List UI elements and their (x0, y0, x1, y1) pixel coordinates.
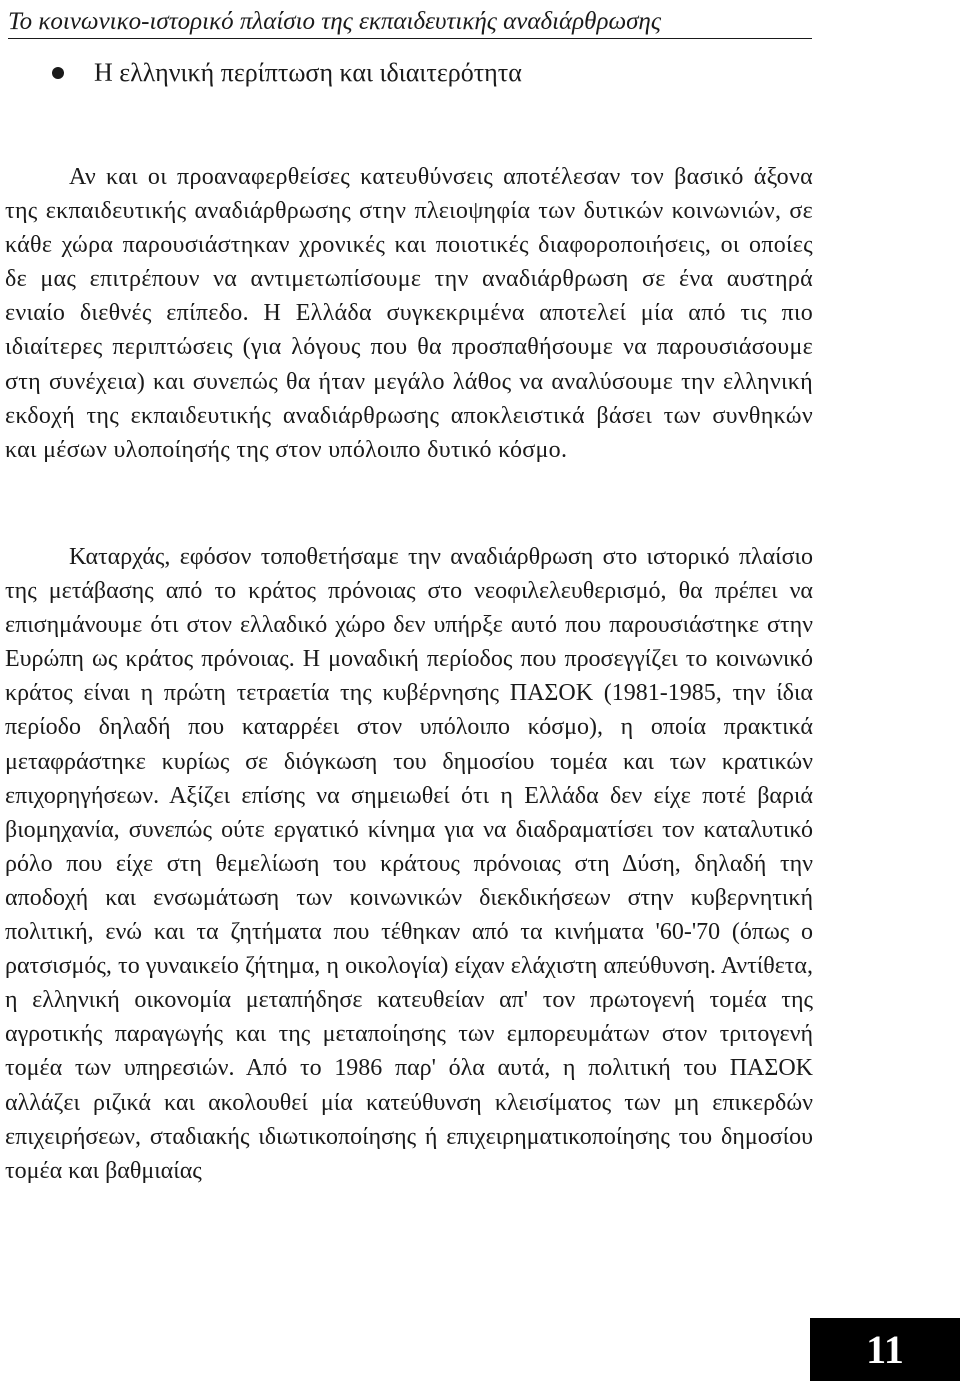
body-paragraph-1: Αν και οι προαναφερθείσες κατευθύνσεις αποτέλεσαν τον βασικό άξονα της εκπαιδευτικής αναδιάρθρωσης στην πλειοψηφία των δυτικών κοινωνιών, σε κάθε χώρα παρουσιάστηκαν χρονικές και ποιοτικές διαφοροποιήσεις, οι οποίες δε μας επιτρέπουν να αντιμετωπίσουμε την αναδιάρθρωση σε ένα αυστηρά ενιαίο διεθνές επίπεδο. Η Ελλάδα συγκεκριμένα αποτελεί μία από τις πιο ιδιαίτερες περιπτώσεις (για λόγους που θα προσπαθήσουμε να παρουσιάσουμε στη συνέχεια) και συνεπώς θα ήταν μεγάλο λάθος να αναλύσουμε την ελληνική εκδοχή της εκπαιδευτικής αναδιάρθρωσης αποκλειστικά βάσει των συνθηκών και μέσων υλοποίησής της στον υπόλοιπο δυτικό κόσμο. (5, 164, 813, 463)
page-number: 11 (810, 1318, 960, 1381)
section-heading-text: Η ελληνική περίπτωση και ιδιαιτερότητα (94, 58, 522, 87)
bullet-icon (52, 67, 64, 79)
running-header-title: Το κοινωνικο-ιστορικό πλαίσιο της εκπαιδευτικής αναδιάρθρωσης (8, 6, 812, 39)
body-paragraph-2: Καταρχάς, εφόσον τοποθετήσαμε την αναδιάρθρωση στο ιστορικό πλαίσιο της μετάβασης από το κράτος πρόνοιας στο νεοφιλελευθερισμό, θα πρέπει να επισημάνουμε ότι στον ελλαδικό χώρο δεν υπήρξε αυτό που παρουσιάστηκε στην Ευρώπη ως κράτος πρόνοιας. Η μοναδική περίοδος που προσεγγίζει το κοινωνικό κράτος είναι η πρώτη τετραετία της κυβέρνησης ΠΑΣΟΚ (1981-1985, την ίδια περίοδο δηλαδή που καταρρέει στον υπόλοιπο κόσμο), η οποία πρακτικά μεταφράστηκε κυρίως σε διόγκωση του δημοσίου τομέα και των κρατικών επιχορηγήσεων. Αξίζει επίσης να σημειωθεί ότι η Ελλάδα δεν είχε ποτέ βαριά βιομηχανία, συνεπώς ούτε εργατικό κίνημα για να διαδραματίσει τον καταλυτικό ρόλο που είχε στη θεμελίωση του κράτους πρόνοιας στη Δύση, δηλαδή την αποδοχή και ενσωμάτωση των κοινωνικών διεκδικήσεων στην κυβερνητική πολιτική, ενώ και τα ζητήματα που τέθηκαν από τα κινήματα '60-'70 (όπως ο ρατσισμός, το γυναικείο ζήτημα, η οικολογία) είχαν ελάχιστη απεύθυνση. Αντίθετα, η ελληνική οικονομία μεταπήδησε κατευθείαν απ' τον πρωτογενή τομέα της αγροτικής παραγωγής και της μεταποίησης των εμπορευμάτων στον τριτογενή τομέα των υπηρεσιών. Από το 1986 παρ' όλα αυτά, η πολιτική του ΠΑΣΟΚ αλλάζει ριζικά και ακολουθεί μία κατεύθυνση κλεισίματος των μη επικερδών επιχειρήσεων, σταδιακής ιδιωτικοποίησης ή επιχειρηματικοποίησης του δημοσίου τομέα και βαθμιαίας (5, 544, 813, 1184)
section-heading (52, 56, 522, 90)
